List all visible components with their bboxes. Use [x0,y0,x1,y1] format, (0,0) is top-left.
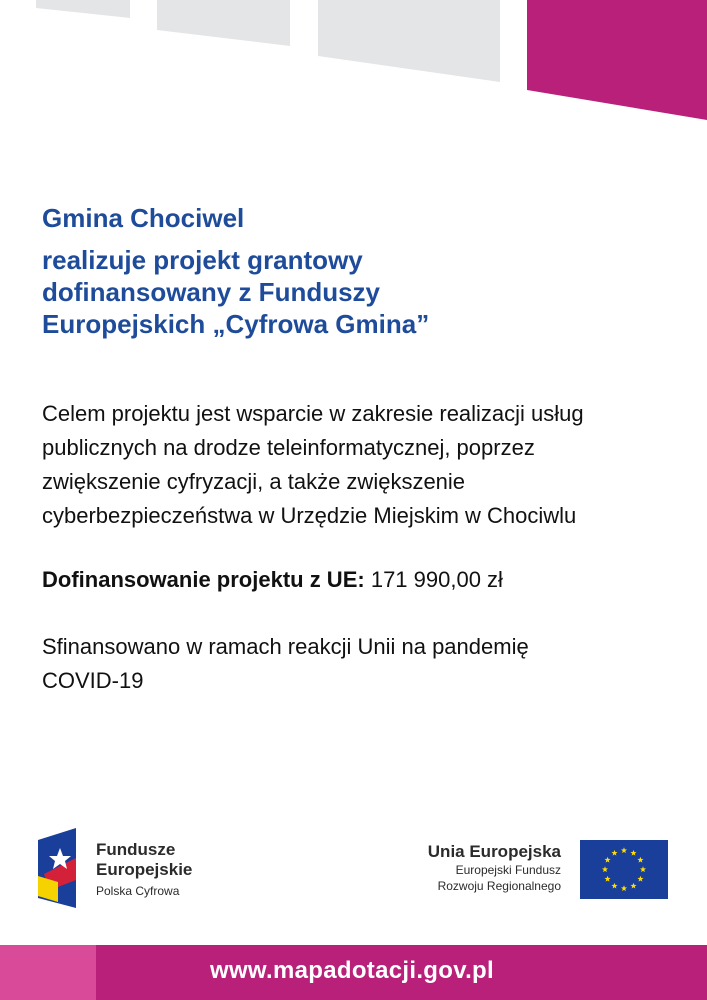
covid-note [42,630,642,698]
description-line: zwiększenie cyfryzacji, a także zwiększenie [42,469,466,494]
grey-band-2 [157,0,290,46]
footer-url-link[interactable]: www.mapadotacji.gov.pl [210,957,494,984]
project-description [42,397,682,533]
fe-logo-line1: Fundusze [96,840,176,859]
ue-logo-line1: Unia Europejska [427,842,561,861]
subtitle-line: Europejskich „Cyfrowa Gmina” [42,309,430,339]
ue-logo-text [428,842,561,894]
magenta-band [527,0,707,120]
eu-flag-icon [580,840,668,899]
description-line: cyberbezpieczeństwa w Urzędzie Miejskim w Chociwlu [42,503,577,528]
grey-band-1 [36,0,130,18]
fe-logo-line3: Polska Cyfrowa [96,884,180,898]
description-line: publicznych na drodze teleinformatycznej, poprzez [42,435,535,460]
fe-logo-text [96,840,192,899]
fe-logo-line2: Europejskie [96,860,193,879]
footer-bar [0,945,707,1000]
ue-logo-line3: Rozwoju Regionalnego [437,879,561,893]
page-subtitle [42,244,602,340]
funding-label: Dofinansowanie projektu z UE: [42,567,365,592]
covid-line: Sfinansowano w ramach reakcji Unii na pandemię [42,634,529,659]
page-title: Gmina Chociwel [42,203,245,233]
fundusze-europejskie-logo [38,828,98,908]
funding-info [42,563,682,597]
grey-band-3 [318,0,500,82]
ue-logo-line2: Europejski Fundusz [455,863,561,877]
covid-line: COVID-19 [42,668,144,693]
subtitle-line: dofinansowany z Funduszy [42,277,381,307]
description-line: Celem projektu jest wsparcie w zakresie realizacji usług [42,401,584,426]
subtitle-line: realizuje projekt grantowy [42,245,363,275]
footer-accent [0,945,96,1000]
funding-amount: 171 990,00 zł [370,567,503,592]
top-decoration [0,0,707,125]
